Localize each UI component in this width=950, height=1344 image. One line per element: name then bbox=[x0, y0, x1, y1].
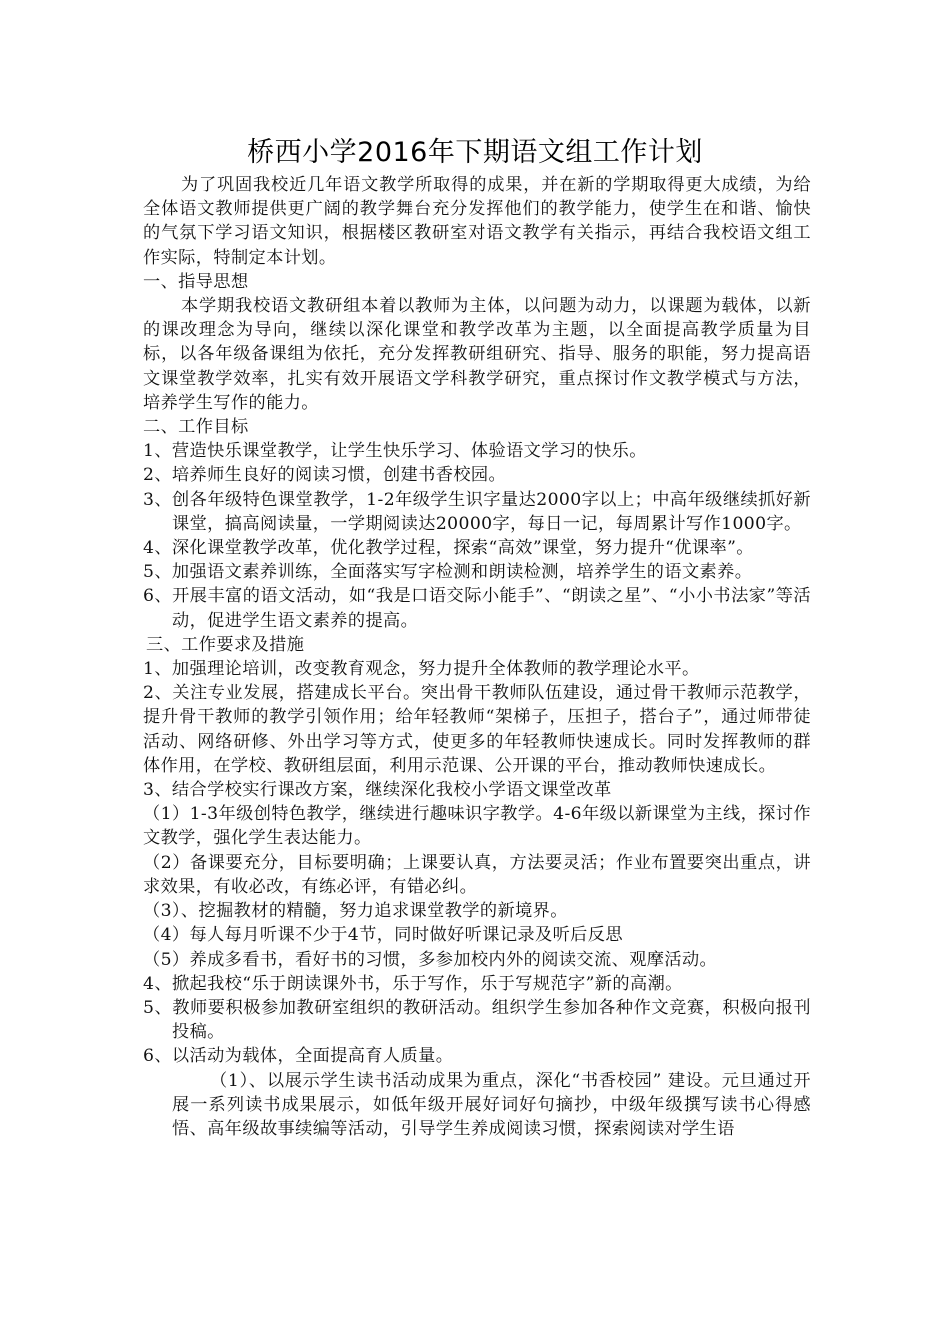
requirement-subitem: （2）备课要充分，目标要明确；上课要认真，方法要灵活；作业布置要突出重点，讲求效果，有收必改，有练必评，有错必纠。 bbox=[143, 852, 811, 897]
intro-paragraph: 为了巩固我校近几年语文教学所取得的成果，并在新的学期取得更大成绩，为给全体语文教师提供更广阔的教学舞台充分发挥他们的教学能力，使学生在和谐、愉快的气氛下学习语文知识，根据楼区教研室对语文教学有关指示，再结合我校语文组工作实际，特制定本计划。 bbox=[143, 175, 811, 268]
requirement-subitem: （1）1-3年级创特色教学，继续进行趣味识字教学。4-6年级以新课堂为主线，探讨作文教学，强化学生表达能力。 bbox=[143, 804, 811, 849]
section-heading-work-goals: 二、工作目标 bbox=[143, 417, 249, 438]
goal-item: 3、创各年级特色课堂教学，1-2年级学生识字量达2000字以上；中高年级继续抓好新课堂，搞高阅读量，一学期阅读达20000字，每日一记，每周累计写作1000字。 bbox=[143, 489, 811, 534]
requirement-subitem: （1）、以展示学生读书活动成果为重点，深化“书香校园” 建设。元旦通过开展一系列读书成果展示，如低年级开展好词好句摘抄，中级年级撰写读书心得感悟、高年级故事续编等活动，引导学生养成阅读习惯，探索阅读对学生语 bbox=[172, 1070, 811, 1139]
goal-item: 6、开展丰富的语文活动，如“我是口语交际小能手”、“朗读之星”、“小小书法家”等活动，促进学生语文素养的提高。 bbox=[143, 586, 811, 631]
requirement-subitem: （4）每人每月听课不少于4节，同时做好听课记录及听后反思 bbox=[143, 925, 623, 946]
requirement-item: 5、教师要积极参加教研室组织的教研活动。组织学生参加各种作文竞赛，积极向报刊投稿。 bbox=[143, 997, 811, 1043]
document-title: 桥西小学2016年下期语文组工作计划 bbox=[247, 137, 703, 168]
section-heading-requirements: 三、工作要求及措施 bbox=[146, 634, 305, 655]
requirement-subitem: （3）、挖掘教材的精髓，努力追求课堂教学的新境界。 bbox=[143, 901, 568, 922]
requirement-item: 3、结合学校实行课改方案，继续深化我校小学语文课堂改革 bbox=[143, 780, 612, 801]
goal-item: 1、营造快乐课堂教学，让学生快乐学习、体验语文学习的快乐。 bbox=[143, 441, 647, 462]
section-heading-guiding-thought: 一、指导思想 bbox=[143, 271, 249, 292]
document-body bbox=[143, 173, 811, 1141]
requirement-item: 6、以活动为载体，全面提高育人质量。 bbox=[143, 1046, 454, 1067]
requirement-item: 4、掀起我校“乐于朗读课外书，乐于写作，乐于写规范字”新的高潮。 bbox=[143, 973, 683, 994]
guiding-thought-paragraph: 本学期我校语文教研组本着以教师为主体，以问题为动力，以课题为载体，以新的课改理念为导向，继续以深化课堂和教学改革为主题，以全面提高教学质量为目标，以各年级备课组为依托，充分发挥教研组研究、指导、服务的职能，努力提高语文课堂教学效率，扎实有效开展语文学科教学研究，重点探讨作文教学模式与方法，培养学生写作的能力。 bbox=[143, 296, 811, 413]
requirement-subitem: （5）养成多看书，看好书的习惯，多参加校内外的阅读交流、观摩活动。 bbox=[143, 949, 718, 970]
requirement-item: 1、加强理论培训，改变教育观念，努力提升全体教师的教学理论水平。 bbox=[143, 659, 700, 680]
requirement-item: 2、关注专业发展，搭建成长平台。突出骨干教师队伍建设，通过骨干教师示范教学，提升骨干教师的教学引领作用；给年轻教师“架梯子，压担子，搭台子”，通过师带徒活动、网络研修、外出学习等方式，使更多的年轻教师快速成长。同时发挥教师的群体作用，在学校、教研组层面，利用示范课、公开课的平台，推动教师快速成长。 bbox=[143, 683, 811, 776]
goal-item: 2、培养师生良好的阅读习惯，创建书香校园。 bbox=[143, 465, 507, 486]
goal-item: 5、加强语文素养训练，全面落实写字检测和朗读检测，培养学生的语文素养。 bbox=[143, 562, 753, 583]
goal-item: 4、深化课堂教学改革，优化教学过程，探索“高效”课堂，努力提升“优课率”。 bbox=[143, 538, 754, 559]
